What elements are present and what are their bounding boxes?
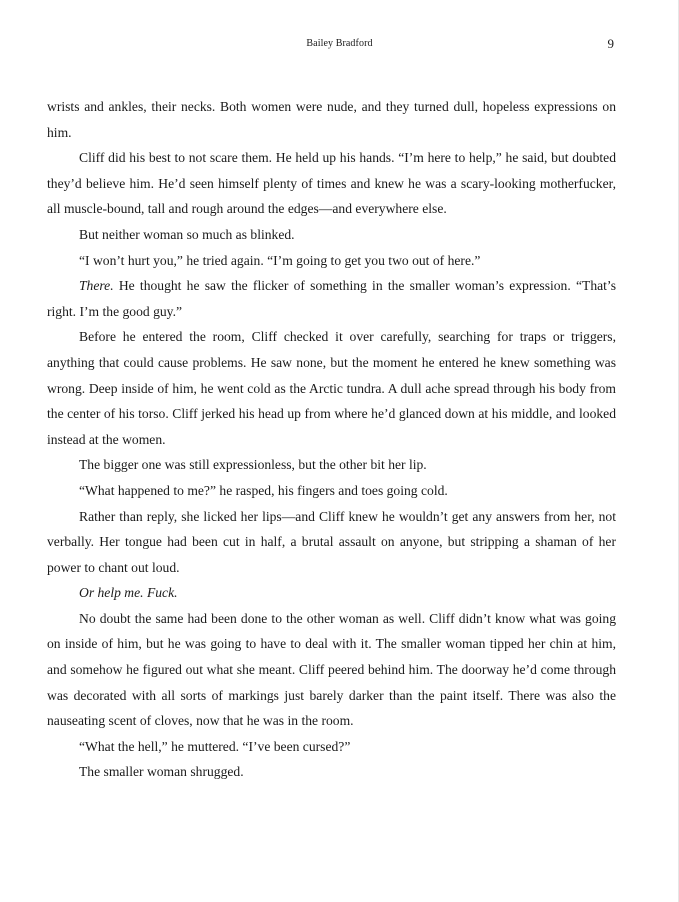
paragraph-text: “I won’t hurt you,” he tried again. “I’m going to get you two out of here.”: [79, 252, 481, 268]
paragraph-text: Rather than reply, she licked her lips—and Cliff knew he wouldn’t get any answers from her, not verbally. Her tongue had been cut in half, a brutal assault on anyone, but stripping a shaman of her power to chant out loud.: [47, 508, 616, 575]
paragraph-12: [47, 734, 616, 760]
paragraph-6: [47, 324, 616, 452]
paragraph-text: No doubt the same had been done to the other woman as well. Cliff didn’t know what was going on inside of him, but he was going to have to deal with it. The smaller woman tipped her chin at him, and somehow he figured out what she meant. Cliff peered behind him. The doorway he’d come through was decorated with all sorts of markings just barely darker than the paint itself. There was also the nauseating scent of cloves, now that he was in the room.: [47, 610, 616, 729]
paragraph-text: wrists and ankles, their necks. Both women were nude, and they turned dull, hopeless expressions on him.: [47, 99, 616, 140]
page-number: 9: [607, 36, 614, 51]
paragraph-7: [47, 452, 616, 478]
paragraph-5: [47, 273, 616, 324]
paragraph-italic-thought: Or help me. Fuck.: [79, 585, 178, 601]
paragraph-text: He thought he saw the flicker of something in the smaller woman’s expression. “That’s right. I’m the good guy.”: [47, 278, 616, 319]
paragraph-8: [47, 478, 616, 504]
paragraph-text: The smaller woman shrugged.: [79, 764, 244, 780]
paragraph-1: [47, 94, 616, 145]
paragraph-text: But neither woman so much as blinked.: [79, 226, 295, 242]
paragraph-3: [47, 222, 616, 248]
paragraph-text: Before he entered the room, Cliff checked it over carefully, searching for traps or triggers, anything that could cause problems. He saw none, but the moment he entered he knew something was wrong. Deep inside of him, he went cold as the Arctic tundra. A dull ache spread through his body from the center of his torso. Cliff jerked his head up from where he’d glanced down at his middle, and looked instead at the women.: [47, 329, 616, 447]
paragraph-text: “What happened to me?” he rasped, his fingers and toes going cold.: [79, 482, 448, 498]
paragraph-13: [47, 759, 616, 785]
paragraph-4: [47, 248, 616, 274]
paragraph-italic-lead: There.: [79, 278, 114, 294]
paragraph-2: [47, 145, 616, 222]
paragraph-10: [47, 580, 616, 606]
running-head-author: Bailey Bradford: [306, 38, 373, 49]
paragraph-9: [47, 504, 616, 581]
paragraph-11: [47, 606, 616, 734]
paragraph-text: “What the hell,” he muttered. “I’ve been cursed?”: [79, 738, 351, 754]
paragraph-text: Cliff did his best to not scare them. He held up his hands. “I’m here to help,” he said, but doubted they’d believe him. He’d seen himself plenty of times and knew he was a scary-looking motherfucker, all muscle-bound, tall and rough around the edges—and everywhere else.: [47, 150, 616, 217]
body-text: [47, 94, 616, 785]
paragraph-text: The bigger one was still expressionless, but the other bit her lip.: [79, 457, 427, 473]
